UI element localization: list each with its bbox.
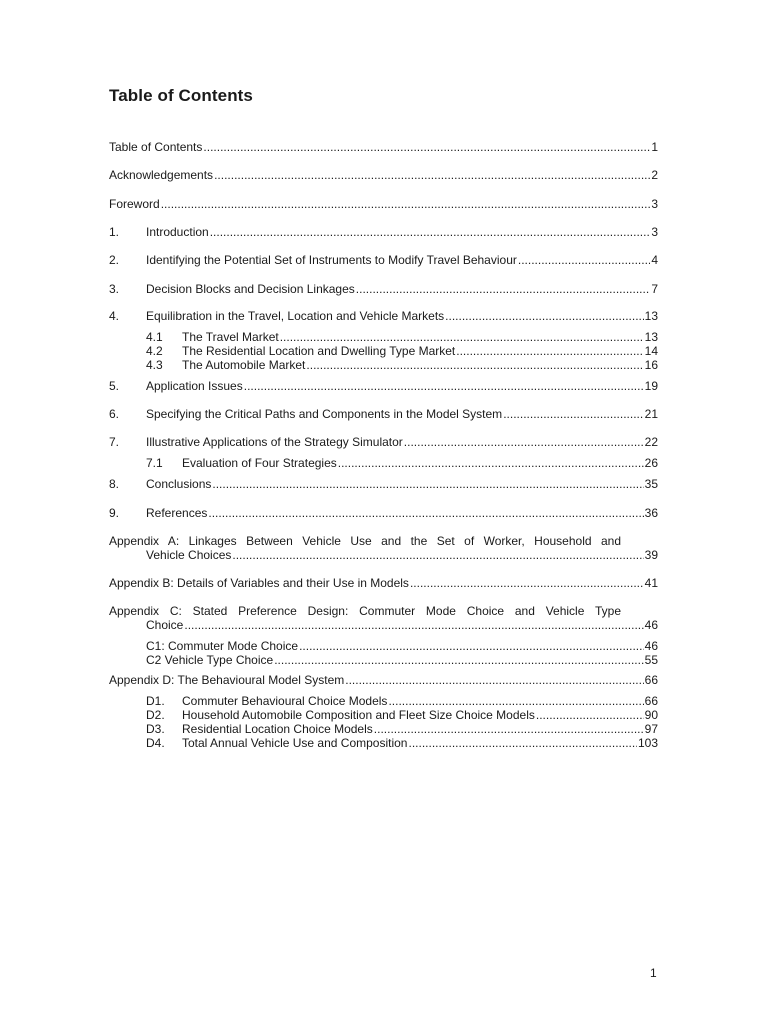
dot-leader xyxy=(299,639,644,653)
toc-label: Household Automobile Composition and Fleet Size Choice Models xyxy=(182,708,535,722)
dot-leader xyxy=(306,358,643,372)
dot-leader xyxy=(244,379,644,393)
toc-entry-introduction[interactable] xyxy=(109,225,658,239)
dot-leader xyxy=(503,407,643,421)
toc-page: 21 xyxy=(644,407,658,421)
toc-number: 8. xyxy=(109,477,120,491)
toc-label: Foreword xyxy=(109,197,160,211)
toc-number: D3. xyxy=(146,722,165,736)
toc-number: 6. xyxy=(109,407,120,421)
dot-leader xyxy=(408,736,636,750)
dot-leader xyxy=(214,168,650,182)
toc-entry-decision-blocks[interactable] xyxy=(109,282,658,296)
dot-leader xyxy=(184,618,643,632)
toc-label-line2: Vehicle Choices xyxy=(146,548,232,562)
toc-page: 3 xyxy=(651,197,658,211)
dot-leader xyxy=(280,330,644,344)
dot-leader xyxy=(212,477,643,491)
dot-leader xyxy=(410,576,644,590)
toc-entry-d2-household-automobile[interactable] xyxy=(109,708,658,722)
toc-number: D1. xyxy=(146,694,165,708)
toc-page: 46 xyxy=(644,618,658,632)
toc-number: 5. xyxy=(109,379,120,393)
toc-entry-appendix-b[interactable] xyxy=(109,576,658,590)
dot-leader xyxy=(210,225,651,239)
dot-leader xyxy=(208,506,643,520)
toc-label: Equilibration in the Travel, Location and Vehicle Markets xyxy=(146,309,445,323)
toc-page: 19 xyxy=(644,379,658,393)
toc-label: Acknowledgements xyxy=(109,168,214,182)
toc-entry-application-issues[interactable] xyxy=(109,379,658,393)
dot-leader xyxy=(388,694,643,708)
toc-entry-d1-commuter-behavioural[interactable] xyxy=(109,694,658,708)
toc-number: 4.1 xyxy=(146,330,163,344)
toc-page: 66 xyxy=(644,673,658,687)
toc-label: Introduction xyxy=(146,225,209,239)
toc-page: 3 xyxy=(651,225,658,239)
toc-page: 16 xyxy=(644,358,658,372)
toc-label: Table of Contents xyxy=(109,140,203,154)
toc-label: Commuter Behavioural Choice Models xyxy=(182,694,388,708)
dot-leader xyxy=(161,197,651,211)
toc-entry-evaluation-strategies[interactable] xyxy=(109,456,658,470)
toc-number: 3. xyxy=(109,282,120,296)
toc-number: 1. xyxy=(109,225,120,239)
toc-entry-travel-market[interactable] xyxy=(109,330,658,344)
dot-leader xyxy=(345,673,643,687)
dot-leader xyxy=(203,140,650,154)
toc-label: Conclusions xyxy=(146,477,212,491)
toc-label-line2: Choice xyxy=(146,618,184,632)
dot-leader xyxy=(274,653,643,667)
toc-label: Total Annual Vehicle Use and Composition xyxy=(182,736,408,750)
toc-page: 13 xyxy=(644,309,658,323)
toc-label: Appendix D: The Behavioural Model System xyxy=(109,673,345,687)
toc-page: 36 xyxy=(644,506,658,520)
toc-label: The Residential Location and Dwelling Type Market xyxy=(182,344,456,358)
toc-number: 7. xyxy=(109,435,120,449)
toc-entry-table-of-contents[interactable] xyxy=(109,140,658,154)
dot-leader xyxy=(356,282,651,296)
toc-number: D4. xyxy=(146,736,165,750)
toc-label: Specifying the Critical Paths and Components in the Model System xyxy=(146,407,503,421)
toc-page: 7 xyxy=(651,282,658,296)
dot-leader xyxy=(456,344,643,358)
toc-entry-foreword[interactable] xyxy=(109,197,658,211)
dot-leader xyxy=(445,309,643,323)
toc-label: C1: Commuter Mode Choice xyxy=(146,639,299,653)
toc-label: The Automobile Market xyxy=(182,358,306,372)
toc-entry-appendix-c[interactable] xyxy=(109,604,658,632)
toc-number: 2. xyxy=(109,253,120,267)
toc-label: Illustrative Applications of the Strategy Simulator xyxy=(146,435,403,449)
toc-page: 26 xyxy=(644,456,658,470)
dot-leader xyxy=(536,708,644,722)
dot-leader xyxy=(518,253,650,267)
page-title: Table of Contents xyxy=(109,86,253,105)
toc-number: 4.2 xyxy=(146,344,163,358)
toc-page: 55 xyxy=(644,653,658,667)
dot-leader xyxy=(338,456,644,470)
toc-label: Application Issues xyxy=(146,379,243,393)
toc-entry-c1-commuter-mode-choice[interactable] xyxy=(109,639,658,653)
toc-label: The Travel Market xyxy=(182,330,279,344)
dot-leader xyxy=(232,548,643,562)
toc-page: 66 xyxy=(644,694,658,708)
toc-page: 103 xyxy=(637,736,658,750)
toc-label: C2 Vehicle Type Choice xyxy=(146,653,274,667)
toc-page: 97 xyxy=(644,722,658,736)
toc-page: 22 xyxy=(644,435,658,449)
toc-entry-illustrative-applications[interactable] xyxy=(109,435,658,449)
toc-entry-automobile-market[interactable] xyxy=(109,358,658,372)
dot-leader xyxy=(404,435,644,449)
toc-entry-c2-vehicle-type-choice[interactable] xyxy=(109,653,658,667)
toc-label-line1: Appendix C: Stated Preference Design: Commuter Mode Choice and Vehicle Type xyxy=(109,604,621,618)
toc-page: 14 xyxy=(644,344,658,358)
toc-entry-acknowledgements[interactable] xyxy=(109,168,658,182)
toc-label: Decision Blocks and Decision Linkages xyxy=(146,282,355,296)
toc-page: 2 xyxy=(651,168,658,182)
toc-number: 4.3 xyxy=(146,358,163,372)
toc-label: Evaluation of Four Strategies xyxy=(182,456,337,470)
toc-entry-appendix-a[interactable] xyxy=(109,534,658,562)
toc-label: References xyxy=(146,506,208,520)
toc-number: 4. xyxy=(109,309,120,323)
toc-label: Residential Location Choice Models xyxy=(182,722,373,736)
toc-label: Appendix B: Details of Variables and their Use in Models xyxy=(109,576,409,590)
toc-entry-appendix-d[interactable] xyxy=(109,673,658,687)
toc-page: 90 xyxy=(644,708,658,722)
toc-page: 46 xyxy=(644,639,658,653)
toc-entry-d4-total-annual-vehicle-use[interactable] xyxy=(109,736,658,750)
toc-page: 4 xyxy=(651,253,658,267)
toc-entry-conclusions[interactable] xyxy=(109,477,658,491)
toc-number: 7.1 xyxy=(146,456,163,470)
toc-entry-identifying-instruments[interactable] xyxy=(109,253,658,267)
toc-page: 1 xyxy=(651,140,658,154)
toc-entry-residential-location-market[interactable] xyxy=(109,344,658,358)
toc-entry-d3-residential-location[interactable] xyxy=(109,722,658,736)
toc-page: 39 xyxy=(644,548,658,562)
toc-number: D2. xyxy=(146,708,165,722)
dot-leader xyxy=(374,722,644,736)
toc-page: 13 xyxy=(644,330,658,344)
toc-page: 35 xyxy=(644,477,658,491)
toc-label: Identifying the Potential Set of Instruments to Modify Travel Behaviour xyxy=(146,253,517,267)
toc-entry-equilibration[interactable] xyxy=(109,309,658,323)
toc-page: 41 xyxy=(644,576,658,590)
toc-label-line1: Appendix A: Linkages Between Vehicle Use and the Set of Worker, Household and xyxy=(109,534,621,548)
page-number: 1 xyxy=(650,966,657,980)
toc-entry-critical-paths[interactable] xyxy=(109,407,658,421)
toc-number: 9. xyxy=(109,506,120,520)
toc-entry-references[interactable] xyxy=(109,506,658,520)
